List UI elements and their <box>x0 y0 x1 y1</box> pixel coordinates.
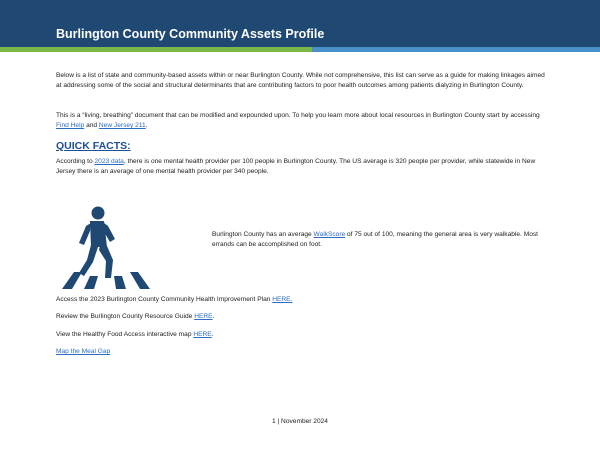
data-2023-link[interactable]: 2023 data <box>94 158 124 165</box>
intro-paragraph <box>56 71 552 91</box>
header-accent-stripe-blue <box>312 47 600 52</box>
resource-guide-here-link[interactable]: HERE <box>194 313 213 320</box>
food-access-here-link[interactable]: HERE <box>193 331 212 338</box>
resource-guide-line <box>56 312 552 322</box>
living-document-paragraph <box>56 111 552 131</box>
map-the-meal-gap-link[interactable]: Map the Meal Gap <box>56 348 111 355</box>
food-access-line <box>56 330 552 340</box>
new-jersey-211-link[interactable]: New Jersey 211 <box>98 122 146 129</box>
walkscore-prefix: Burlington County has an average <box>212 231 314 238</box>
period-text: . <box>145 122 148 129</box>
food-access-text: View the Healthy Food Access interactive map <box>56 331 194 338</box>
fact-prefix-text: According to <box>56 158 95 165</box>
quick-facts-heading: QUICK FACTS: <box>56 140 131 152</box>
resource-guide-text: Review the Burlington County Resource Guide <box>56 313 195 320</box>
header-accent-stripe-green <box>0 47 312 52</box>
living-document-text: This is a “living, breathing” document that can be modified and expounded upon. To help you learn more about local resources in Burlington County start by accessing <box>56 112 540 119</box>
chip-line <box>56 295 552 305</box>
find-help-link[interactable]: Find Help <box>56 122 85 129</box>
resource-guide-period: . <box>212 313 215 320</box>
page-header <box>0 0 600 48</box>
chip-text: Access the 2023 Burlington County Community Health Improvement Plan <box>56 296 273 303</box>
mental-health-fact <box>56 157 552 177</box>
page-title: Burlington County Community Assets Profile <box>56 27 325 41</box>
fact-suffix-text: , there is one mental health provider per 100 people in Burlington County. The US average is 320 people per provider, while statewide in New Jersey there is an average of one mental health provider per 340 people. <box>56 158 536 175</box>
walkscore-suffix: of 75 out of 100, meaning the general area is very walkable. Most errands can be accomplished on foot. <box>212 231 538 248</box>
and-text: and <box>84 122 99 129</box>
walkscore-paragraph <box>212 230 552 250</box>
walkscore-link[interactable]: WalkScore <box>313 231 346 238</box>
intro-text: Below is a list of state and community-based assets within or near Burlington County. While not comprehensive, this list can serve as a guide for making linkages aimed at addressing some of the social and structural determinants that are contributing factors to poor health outcomes among patients dialyzing in Burlington County. <box>56 72 545 89</box>
meal-gap-line <box>56 347 552 357</box>
food-access-period: . <box>211 331 214 338</box>
chip-here-link[interactable]: HERE. <box>272 296 293 303</box>
page-footer: 1 | November 2024 <box>272 418 328 425</box>
pedestrian-crosswalk-icon <box>60 206 160 290</box>
